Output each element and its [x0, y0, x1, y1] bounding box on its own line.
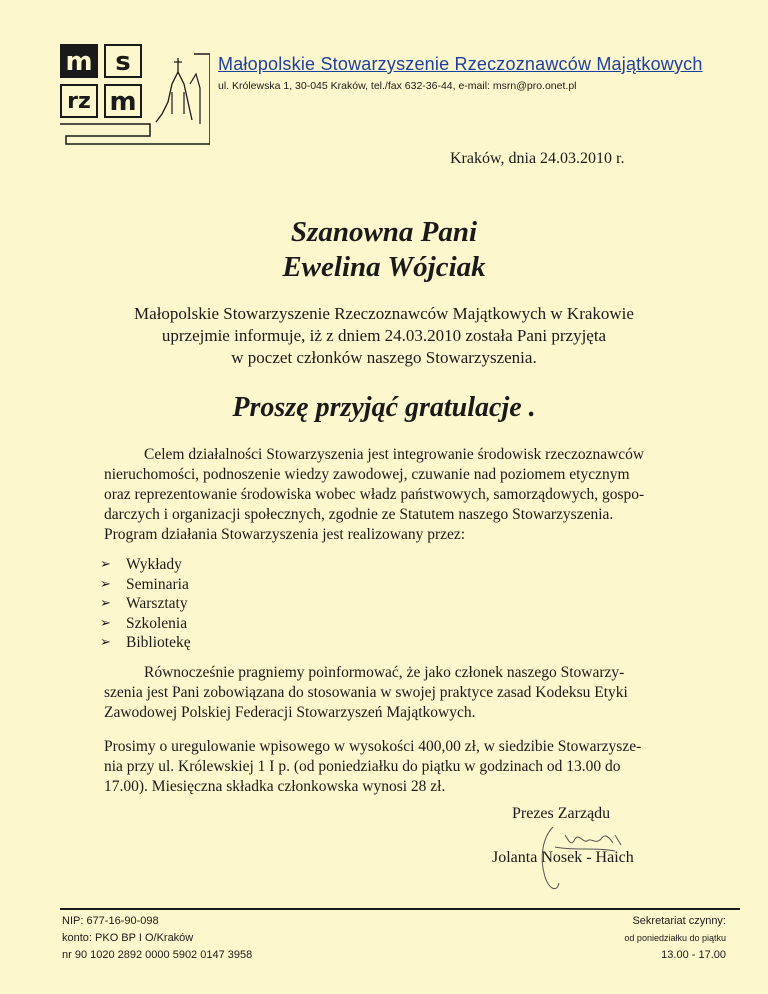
- signatory-name: Jolanta Nosek - Haich: [492, 849, 634, 866]
- ethics-paragraph: [104, 663, 696, 723]
- membership-info: [0, 303, 768, 369]
- list-item: [100, 575, 191, 595]
- office-hours: 13.00 - 17.00: [661, 949, 726, 961]
- bank-account-number: nr 90 1020 2892 0000 5902 0147 3958: [62, 949, 253, 961]
- logo-cell-rz: rz: [60, 84, 98, 118]
- paragraph-line: 17.00). Miesięczna składka członkowska wynosi 28 zł.: [104, 778, 446, 795]
- arrow-bullet-icon: ➢: [100, 615, 111, 631]
- paragraph-line: nieruchomości, podnoszenie wiedzy zawodowej, czuwanie nad poziomem etycznym: [104, 466, 630, 483]
- list-item-label: Wykłady: [126, 556, 182, 573]
- list-item: [100, 633, 191, 653]
- arrow-bullet-icon: ➢: [100, 635, 111, 650]
- paragraph-line: darczych i organizacji społecznych, zgodnie ze Statutem naszego Stowarzyszenia.: [104, 506, 614, 523]
- congratulations-heading: Proszę przyjąć gratulacje .: [232, 392, 536, 423]
- list-item: [100, 614, 191, 634]
- paragraph-line: Prosimy o uregulowanie wpisowego w wysokości 400,00 zł, w siedzibie Stowarzysze-: [104, 738, 642, 755]
- footer-office-hours: [624, 913, 726, 964]
- paragraph-line: Zawodowej Polskiej Federacji Stowarzyszeń Majątkowych.: [104, 704, 476, 721]
- castle-outline-icon: [60, 44, 210, 146]
- logo-cell-m2: m: [104, 84, 142, 118]
- list-item-label: Seminaria: [126, 575, 189, 593]
- office-title: Sekretariat czynny:: [632, 915, 726, 927]
- info-line: uprzejmie informuje, iż z dniem 24.03.2010 została Pani przyjęta: [161, 326, 607, 345]
- list-item: [100, 555, 191, 575]
- arrow-bullet-icon: ➢: [100, 596, 111, 611]
- paragraph-line: Program działania Stowarzyszenia jest realizowany przez:: [104, 526, 466, 543]
- letter-date: Kraków, dnia 24.03.2010 r.: [450, 150, 625, 167]
- program-list: [100, 555, 191, 653]
- paragraph-line: nia przy ul. Królewskiej 1 I p. (od poniedziałku do piątku w godzinach od 13.00 do: [104, 758, 621, 775]
- info-line: w poczet członków naszego Stowarzyszenia.: [231, 348, 537, 367]
- arrow-bullet-icon: ➢: [100, 557, 111, 572]
- info-line: Małopolskie Stowarzyszenie Rzeczoznawców Majątkowych w Krakowie: [134, 304, 634, 323]
- logo-cell-s: s: [104, 44, 142, 78]
- footer-divider: [60, 908, 740, 910]
- list-item-label: Bibliotekę: [126, 634, 191, 651]
- logo-cell-m: m: [60, 44, 98, 78]
- organization-address: ul. Królewska 1, 30-045 Kraków, tel./fax 632-36-44, e-mail: msrn@pro.onet.pl: [218, 80, 577, 92]
- list-item-label: Warsztaty: [126, 595, 188, 612]
- paragraph-line: Celem działalności Stowarzyszenia jest integrowanie środowisk rzeczoznawców: [144, 446, 645, 463]
- nip-number: NIP: 677-16-90-098: [62, 915, 159, 927]
- office-days: od poniedziałku do piątku: [624, 933, 726, 943]
- list-item-label: Szkolenia: [126, 614, 188, 632]
- paragraph-line: oraz reprezentowanie środowiska wobec władz państwowych, samorządowych, gospo-: [104, 486, 645, 503]
- paragraph-line: Równocześnie pragniemy poinformować, że jako członek naszego Stowarzy-: [144, 664, 625, 681]
- signature-title: Prezes Zarządu: [512, 805, 611, 822]
- bank-account-label: konto: PKO BP I O/Kraków: [62, 932, 194, 944]
- salutation-line-2: Ewelina Wójciak: [282, 251, 486, 283]
- organization-logo: [60, 44, 210, 146]
- paragraph-line: szenia jest Pani zobowiązana do stosowania w swojej praktyce zasad Kodeksu Etyki: [104, 684, 628, 701]
- salutation: [0, 215, 768, 285]
- footer-bank-info: [62, 913, 252, 964]
- organization-name: Małopolskie Stowarzyszenie Rzeczoznawców Majątkowych: [218, 54, 703, 74]
- purpose-paragraph: [104, 445, 696, 545]
- list-item: [100, 594, 191, 614]
- arrow-bullet-icon: ➢: [100, 576, 111, 592]
- fee-paragraph: [104, 737, 696, 797]
- salutation-line-1: Szanowna Pani: [290, 216, 478, 248]
